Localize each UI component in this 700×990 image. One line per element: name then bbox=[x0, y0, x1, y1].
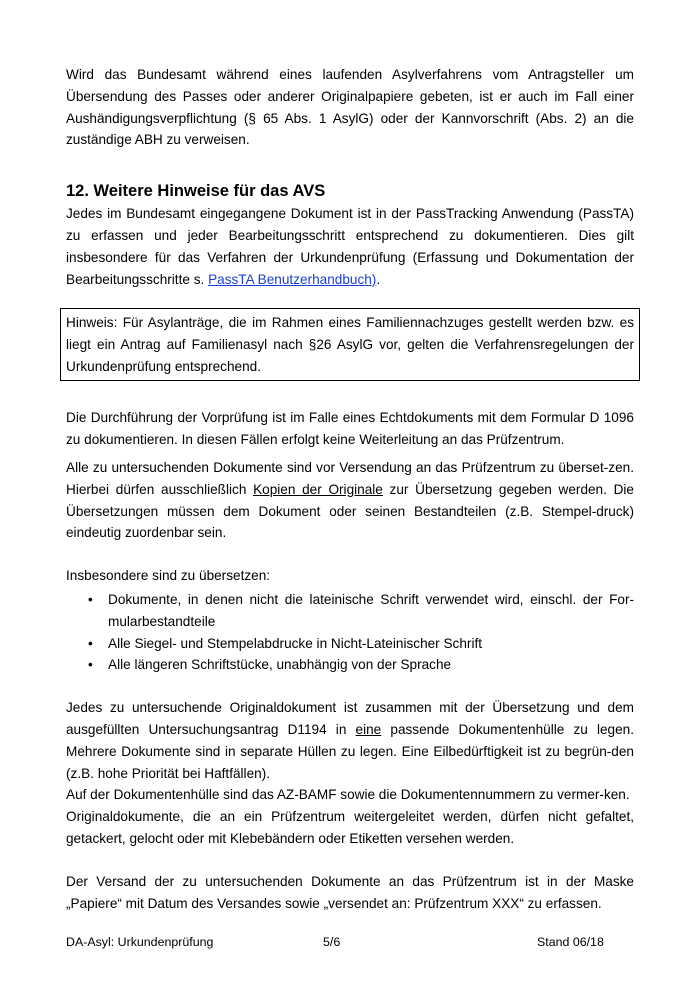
originaldokument-paragraph bbox=[66, 697, 634, 784]
document-page bbox=[66, 64, 634, 914]
list-intro: Insbesondere sind zu übersetzen: bbox=[66, 568, 271, 584]
hint-text: Hinweis: Für Asylanträge, die im Rahmen eines Familiennachzuges gestellt werden bzw. es liegt ein Antrag auf Familienasyl nach §26 AsylG vor, gelten die Verfahrensregelungen der Urkundenprüfung entsprechend. bbox=[66, 315, 634, 375]
kopien-underlined: Kopien der Originale bbox=[253, 481, 383, 497]
passta-paragraph bbox=[66, 203, 634, 290]
originaldokument-text: Jedes zu untersuchende Originaldokument ist zusammen mit der Übersetzung und dem ausgefüllten Untersuchungsantrag D1194 in bbox=[66, 700, 634, 737]
uebersetzung-paragraph bbox=[66, 457, 634, 544]
passta-text-end: . bbox=[376, 271, 381, 287]
intro-paragraph: Wird das Bundesamt während eines laufenden Asylverfahrens vom Antragsteller um Übersendung des Passes oder anderer Originalpapiere gebeten, ist er auch im Fall einer Aushändigungsverpflichtung (§ 65 Abs. 1 AsylG) oder der Kannvorschrift (Abs. 2) an die zuständige ABH zu verweisen. bbox=[66, 67, 634, 148]
dokumentenhuelle-paragraph: Auf der Dokumentenhülle sind das AZ-BAMF sowie die Dokumentennummern zu vermer-ken. bbox=[66, 787, 630, 803]
originaldokumente-paragraph: Originaldokumente, die an ein Prüfzentrum weitergeleitet werden, dürfen nicht gefaltet, getackert, gelocht oder mit Klebebändern oder Etiketten versehen werden. bbox=[66, 809, 634, 846]
vorpruefung-paragraph: Die Durchführung der Vorprüfung ist im Falle eines Echtdokuments mit dem Formular D 1096 zu dokumentieren. In diesen Fällen erfolgt keine Weiterleitung an das Prüfzentrum. bbox=[66, 410, 634, 448]
hint-box bbox=[60, 308, 640, 381]
uebersetzung-text: Alle zu untersuchenden Dokumente sind vor Versendung an das Prüfzentrum zu überset-zen. Hierbei dürfen ausschließlich bbox=[66, 459, 634, 497]
footer-version: Stand 06/18 bbox=[537, 935, 604, 949]
uebersetzung-text-end: zur Übersetzung gegeben werden. Die Übersetzungen müssen dem Dokument oder seinen Bestandteilen (z.B. Stempel-druck) eindeutig zuordenbar sein. bbox=[66, 481, 634, 541]
passta-text: Jedes im Bundesamt eingegangene Dokument ist in der PassTracking Anwendung (PassTA) zu erfassen und jeder Bearbeitungsschritt entsprechend zu dokumentieren. Dies gilt insbesondere für das Verfahren der Urkundenprüfung (Erfassung und Dokumentation der Bearbeitungsschritte s. bbox=[66, 206, 634, 287]
footer-title: DA-Asyl: Urkundenprüfung bbox=[66, 935, 214, 949]
passta-handbook-link[interactable]: PassTA Benutzerhandbuch) bbox=[208, 271, 377, 287]
eine-underlined: eine bbox=[355, 721, 382, 737]
versand-paragraph: Der Versand der zu untersuchenden Dokumente an das Prüfzentrum ist in der Maske „Papiere“ mit Datum des Versandes sowie „versendet an: Prüfzentrum XXX“ zu erfassen. bbox=[66, 873, 634, 911]
list-item: • Dokumente, in denen nicht die lateinische Schrift verwendet wird, einschl. der For-mularbestandteile bbox=[88, 589, 634, 633]
translation-list bbox=[66, 589, 634, 676]
list-item: • Alle Siegel- und Stempelabdrucke in Nicht-Lateinischer Schrift bbox=[88, 633, 634, 655]
footer-page-number: 5/6 bbox=[323, 935, 341, 949]
list-item: • Alle längeren Schriftstücke, unabhängig von der Sprache bbox=[88, 654, 634, 676]
section-heading: 12. Weitere Hinweise für das AVS bbox=[66, 182, 326, 201]
originaldokument-text-end: passende Dokumentenhülle zu legen. Mehrere Dokumente sind in separate Hüllen zu legen. Eine Eilbedürftigkeit ist zu begrün-den (z.B. hohe Priorität bei Haftfällen). bbox=[66, 721, 634, 781]
